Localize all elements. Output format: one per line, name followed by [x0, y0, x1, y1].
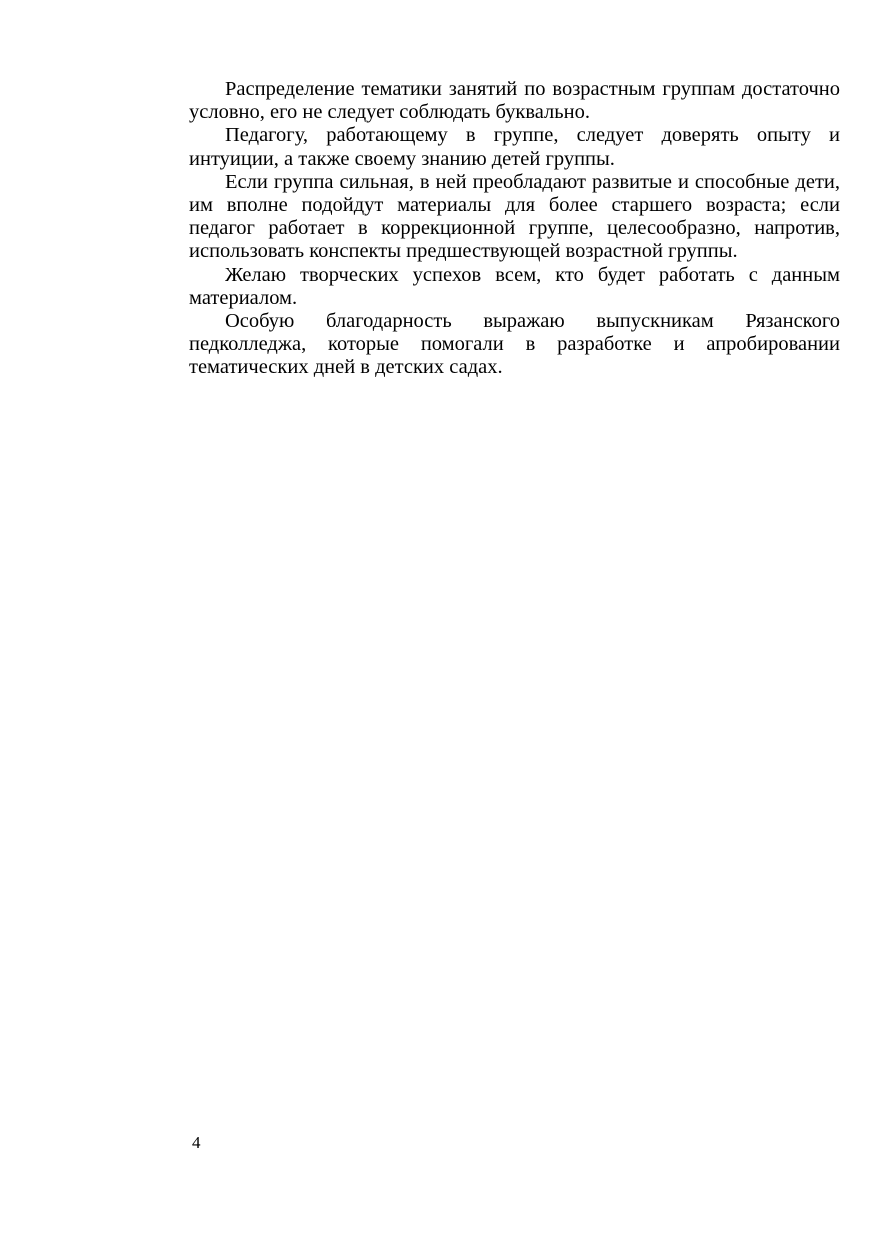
paragraph-age-groups: Распределение тематики занятий по возрастным группам достаточно условно, его не следует соблюдать буквально. [189, 78, 840, 124]
paragraph-strong-group: Если группа сильная, в ней преобладают развитые и способные дети, им вполне подойдут материалы для более старшего возраста; если педагог работает в коррекционной группе, целесообразно, напротив, использовать конспекты предшествующей возрастной группы. [189, 170, 840, 263]
body-text [189, 78, 840, 380]
page-number: 4 [192, 1133, 201, 1152]
paragraph-teacher-intuition: Педагогу, работающему в группе, следует доверять опыту и интуиции, а также своему знанию детей группы. [189, 124, 840, 170]
paragraph-gratitude: Особую благодарность выражаю выпускникам Рязанского педколледжа, которые помогали в разработке и апробировании тематических дней в детских садах. [189, 310, 840, 379]
paragraph-wishes: Желаю творческих успехов всем, кто будет работать с данным материалом. [189, 263, 840, 309]
